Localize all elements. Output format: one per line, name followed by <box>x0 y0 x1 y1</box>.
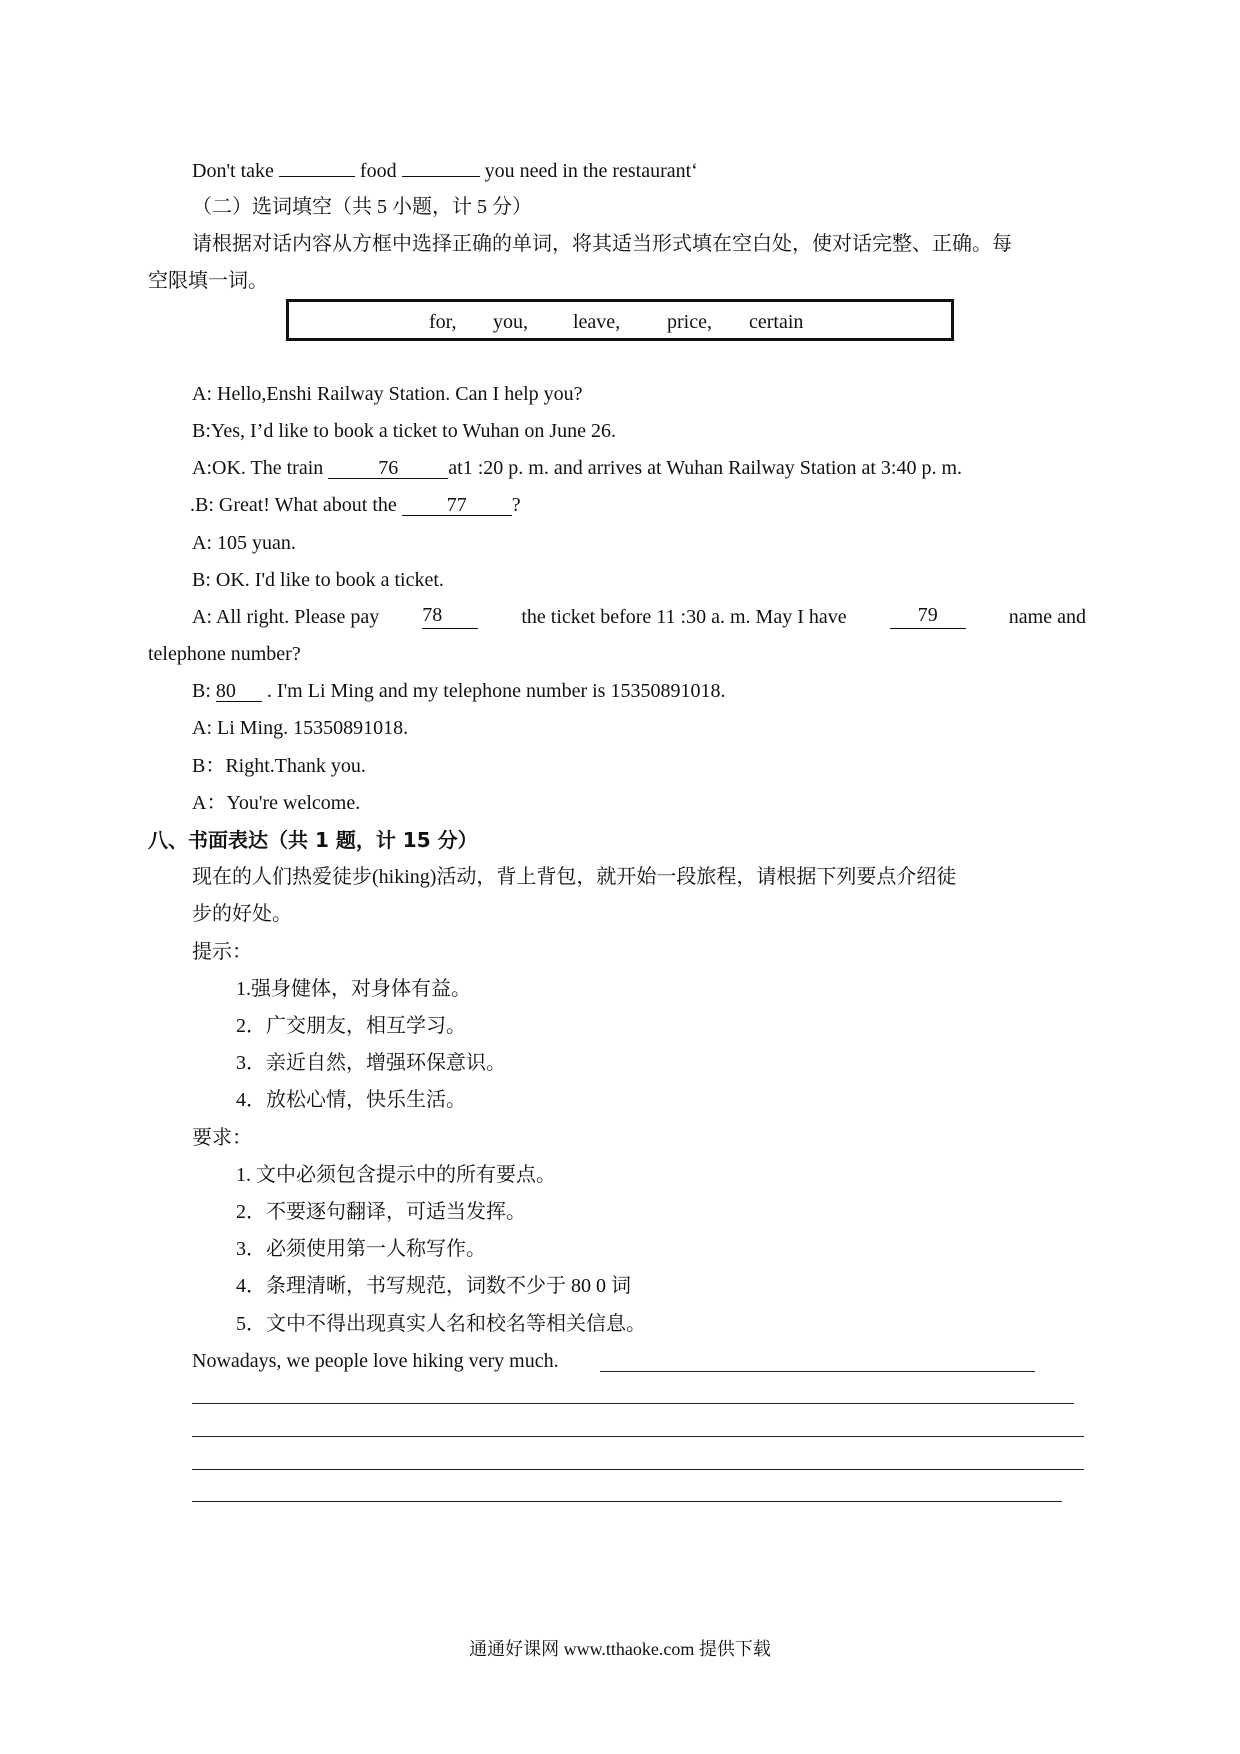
word-option: for, <box>429 311 457 333</box>
dialog-line <box>190 493 521 517</box>
dialog-line: A: Li Ming. 15350891018. <box>192 717 409 739</box>
blank-number: 77 <box>446 494 467 516</box>
instruction-text: 请根据对话内容从方框中选择正确的单词，将其适当形式填在空白处，使对话完整、正确。每 <box>192 233 1012 255</box>
writing-line <box>600 1371 1035 1372</box>
sentence-part: Don't take <box>192 160 279 182</box>
hint-item: 2．广交朋友，相互学习。 <box>236 1015 466 1037</box>
instruction-text: 空限填一词。 <box>148 270 268 292</box>
hint-item: 4．放松心情，快乐生活。 <box>236 1089 466 1111</box>
dialog-line <box>192 679 725 703</box>
answer-blank <box>279 158 355 177</box>
requirement-item: 4．条理清晰，书写规范，词数不少于 80 0 词 <box>236 1275 631 1297</box>
dialog-line <box>192 456 962 480</box>
dialog-line: A：You're welcome. <box>192 792 361 814</box>
dialog-text: . I'm Li Ming and my telephone number is 15350891018. <box>261 680 726 702</box>
section-title: （二）选词填空（共 5 小题，计 5 分） <box>192 196 532 218</box>
answer-blank <box>402 495 512 516</box>
writing-line <box>192 1436 1084 1437</box>
requirement-item: 5．文中不得出现真实人名和校名等相关信息。 <box>236 1313 646 1335</box>
dialog-line: A: Hello,Enshi Railway Station. Can I help you? <box>192 383 583 405</box>
dialog-text: ? <box>511 494 521 516</box>
blank-number: 80 <box>215 680 236 702</box>
dialog-text: .B: Great! What about the <box>190 494 402 516</box>
writing-line <box>192 1403 1074 1404</box>
blank-number: 78 <box>422 604 443 626</box>
dialog-line: telephone number? <box>148 643 301 665</box>
dialog-text: A: All right. Please pay <box>192 606 380 628</box>
page-footer: 通通好课网 www.tthaoke.com 提供下载 <box>469 1639 771 1659</box>
dialog-line: B: OK. I'd like to book a ticket. <box>192 569 444 591</box>
answer-blank <box>216 681 262 702</box>
dialog-line: B:Yes, I’d like to book a ticket to Wuhan on June 26. <box>192 420 616 442</box>
writing-line <box>192 1469 1084 1470</box>
answer-blank <box>422 605 478 629</box>
word-option: certain <box>749 311 804 333</box>
dialog-text: B: <box>192 680 216 702</box>
intro-text: 步的好处。 <box>192 903 292 925</box>
fill-in-sentence <box>192 158 698 183</box>
word-option: you, <box>493 311 528 333</box>
sentence-part: you need in the restaurant‘ <box>479 160 698 182</box>
answer-blank <box>402 158 480 177</box>
start-sentence: Nowadays, we people love hiking very much. <box>192 1350 559 1372</box>
section-title: 八、书面表达（共 1 题，计 15 分） <box>148 828 478 852</box>
requirements-label: 要求： <box>192 1127 252 1149</box>
dialog-line: B：Right.Thank you. <box>192 755 366 777</box>
hint-item: 3．亲近自然，增强环保意识。 <box>236 1052 506 1074</box>
intro-text: 现在的人们热爱徒步(hiking)活动，背上背包，就开始一段旅程，请根据下列要点介绍徒 <box>192 866 957 888</box>
dialog-line: A: 105 yuan. <box>192 532 296 554</box>
sentence-part: food <box>354 160 402 182</box>
answer-blank <box>328 458 448 479</box>
word-option: leave, <box>573 311 621 333</box>
blank-number: 79 <box>917 604 938 626</box>
dialog-line <box>192 605 1086 629</box>
writing-line <box>192 1501 1062 1502</box>
blank-number: 76 <box>378 457 399 479</box>
word-box <box>286 299 954 341</box>
answer-blank <box>890 605 966 629</box>
requirement-item: 3．必须使用第一人称写作。 <box>236 1238 486 1260</box>
dialog-text: at1 :20 p. m. and arrives at Wuhan Railway Station at 3:40 p. m. <box>448 457 963 479</box>
dialog-text: A:OK. The train <box>192 457 329 479</box>
dialog-text: name and <box>1008 606 1086 628</box>
requirement-item: 2．不要逐句翻译，可适当发挥。 <box>236 1201 526 1223</box>
word-option: price, <box>667 311 712 333</box>
hints-label: 提示： <box>192 941 252 963</box>
hint-item: 1.强身健体，对身体有益。 <box>236 978 471 1000</box>
dialog-text: the ticket before 11 :30 a. m. May I have <box>521 606 847 628</box>
requirement-item: 1. 文中必须包含提示中的所有要点。 <box>236 1164 556 1186</box>
